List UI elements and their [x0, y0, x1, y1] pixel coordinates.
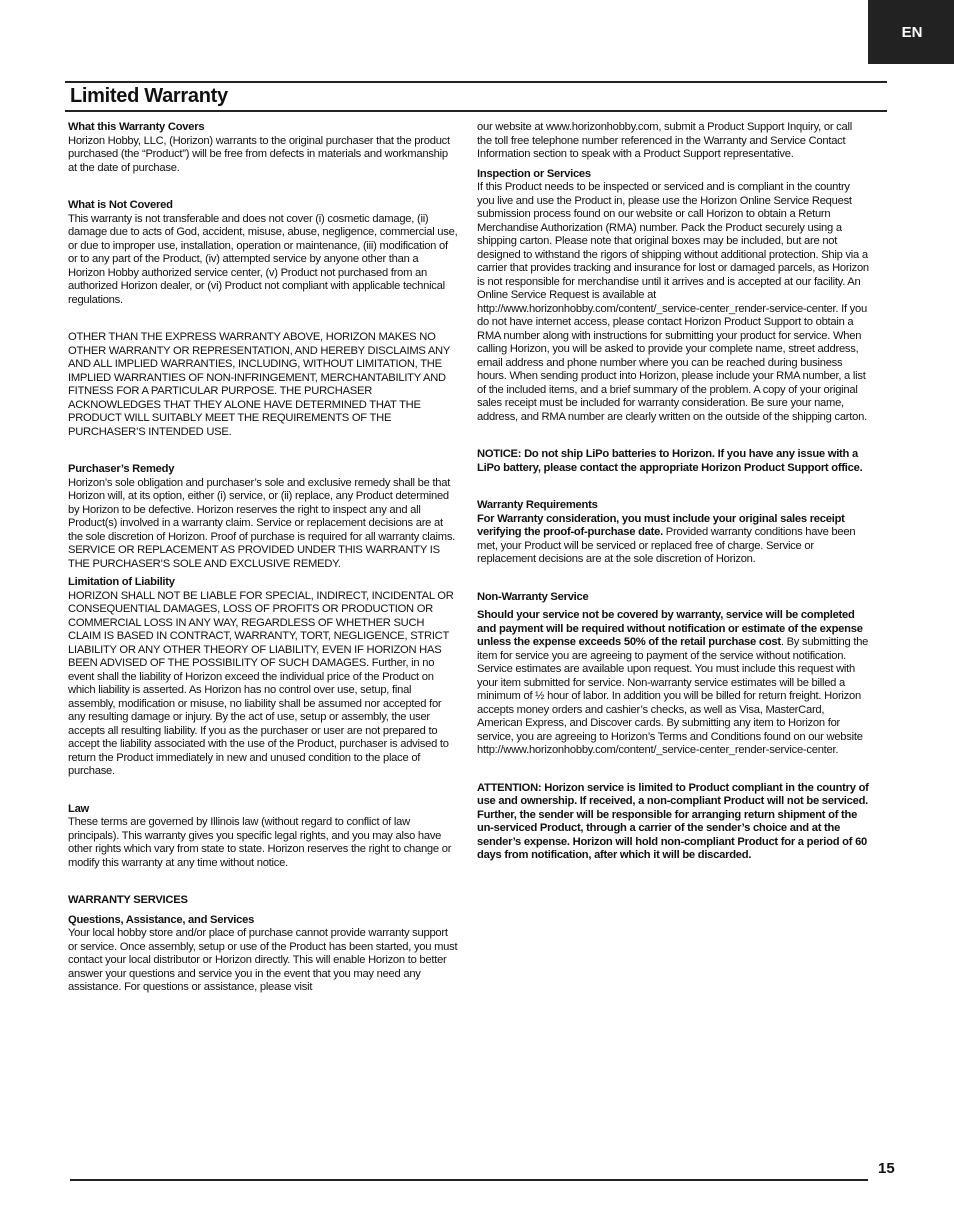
questions-text: Your local hobby store and/or place of purchase cannot provide warranty support or service. Once assembly, setup or use of the Product has been started, you must contact your local distributor or Horizon directly. This will enable Horizon to better answer your questions and service you in the event that you may need any assistance. For questions or assistance, please visit: [68, 927, 458, 993]
section-non-warranty: [477, 591, 869, 758]
notice-text: NOTICE: Do not ship LiPo batteries to Horizon. If you have any issue with a LiPo battery, please contact the appropriate Horizon Product Support office.: [477, 448, 863, 474]
section-notice: [477, 448, 869, 475]
covers-text: Horizon Hobby, LLC, (Horizon) warrants to the original purchaser that the product purchased (the “Product”) will be free from defects in materials and workmanship at the date of purchase.: [68, 134, 450, 174]
law-text: These terms are governed by Illinois law (without regard to conflict of law principals). This warranty gives you specific legal rights, and you may also have other rights which vary from state to state. Horizon reserves the right to change or modify this warranty at any time without notice.: [68, 816, 452, 869]
section-law: [68, 803, 458, 871]
footer-divider: [70, 1179, 868, 1181]
section-not-covered: [68, 199, 458, 307]
title-bar: [65, 81, 887, 112]
warranty-services-heading: WARRANTY SERVICES: [68, 894, 188, 906]
law-heading: Law: [68, 802, 90, 815]
section-warranty-services: [68, 894, 458, 908]
requirements-regular-text: Provided warranty conditions have been met, your Product will be serviced or replaced free of charge. Service or replacement decisions are at the sole discretion of Horizon.: [477, 526, 856, 565]
language-label: EN: [901, 23, 923, 41]
disclaimer-text: OTHER THAN THE EXPRESS WARRANTY ABOVE, HORIZON MAKES NO OTHER WARRANTY OR REPRESENTATION, AND HEREBY DISCLAIMS ANY AND ALL IMPLIED WARRANTIES, INCLUDING, WITHOUT LIMITATION, THE IMPLIED WARRANTIES OF NON-INFRINGEMENT, MERCHANTABILITY AND FITNESS FOR A PARTICULAR PURPOSE. THE PURCHASER ACKNOWLEDGES THAT THEY ALONE HAVE DETERMINED THAT THE PRODUCT WILL SUITABLY MEET THE REQUIREMENTS OF THE PURCHASER’S INTENDED USE.: [68, 331, 450, 438]
section-inspection: [477, 168, 869, 425]
section-remedy: [68, 463, 458, 571]
left-column: [68, 121, 458, 995]
language-tab: [868, 0, 954, 64]
not-covered-heading: What is Not Covered: [68, 199, 173, 211]
requirements-bold-text: For Warranty consideration, you must include your original sales receipt verifying the proof-of-purchase date.: [477, 512, 845, 538]
covers-heading: What this Warranty Covers: [68, 121, 205, 133]
inspection-text: If this Product needs to be inspected or serviced and is compliant in the country you live and use the Product in, please use the Horizon Online Service Request submission process found on our website or call Horizon to obtain a Return Merchandise Authorization (RMA) number. Pack the Product securely using a shipping carton. Please note that original boxes may be included, but are not designed to withstand the rigors of shipping without additional protection. Ship via a carrier that provides tracking and insurance for lost or damaged parcels, as Horizon is not responsible for merchandise until it arrives and is accepted at our facility. An Online Service Request is available at http://www.horizonhobby.com/content/_service-center_render-service-center. If you do not have internet access, please contact Horizon Product Support to obtain a RMA number along with instructions for submitting your product for service. When calling Horizon, you will be asked to provide your complete name, street address, email address and phone number where you can be reached during business hours. When sending product into Horizon, please include your RMA number, a list of the included items, and a brief summary of the problem. A copy of your original sales receipt must be included for warranty consideration. Be sure your name, address, and RMA number are clearly written on the outside of the shipping carton.: [477, 181, 869, 423]
non-warranty-regular-text: . By submitting the item for service you are agreeing to payment of the service without notification. Service estimates are available upon request. You must include this request with your item submitted for service. Non-warranty service estimates will be billed a minimum of ½ hour of labor. In addition you will be billed for return freight. Horizon accepts money orders and cashier’s checks, as well as Visa, MasterCard, American Express, and Discover cards. By submitting any item to Horizon for service, you are agreeing to Horizon’s Terms and Conditions found on our website http://www.horizonhobby.com/content/_service-center_render-service-center.: [477, 636, 869, 756]
not-covered-text: This warranty is not transferable and does not cover (i) cosmetic damage, (ii) damage due to acts of God, accident, misuse, abuse, negligence, commercial use, or due to improper use, installation, operation or maintenance, (iii) modification of or to any part of the Product, (iv) attempted service by anyone other than a Horizon Hobby authorized service center, (v) Product not purchased from an authorized Horizon dealer, or (vi) Product not compliant with applicable technical regulations.: [68, 212, 458, 306]
section-questions: [68, 914, 458, 995]
non-warranty-bold-text: Should your service not be covered by warranty, service will be completed and payment will be required without notification or estimate of the expense unless the expense exceeds 50% of the retail purchase cost: [477, 609, 863, 648]
requirements-text: [477, 513, 869, 567]
section-attention: [477, 782, 869, 863]
liability-text: HORIZON SHALL NOT BE LIABLE FOR SPECIAL, INDIRECT, INCIDENTAL OR CONSEQUENTIAL DAMAGES, LOSS OF PROFITS OR PRODUCTION OR COMMERCIAL LOSS IN ANY WAY, REGARDLESS OF WHETHER SUCH CLAIM IS BASED IN CONTRACT, WARRANTY, TORT, NEGLIGENCE, STRICT LIABILITY OR ANY OTHER THEORY OF LIABILITY, EVEN IF HORIZON HAS BEEN ADVISED OF THE POSSIBILITY OF SUCH DAMAGES. Further, in no event shall the liability of Horizon exceed the individual price of the Product on which liability is asserted. As Horizon has no control over use, setup, final assembly, modification or misuse, no liability shall be assumed nor accepted for any resulting damage or injury. By the act of use, setup or assembly, the user accepts all resulting liability. If you as the purchaser or user are not prepared to accept the liability associated with the use of the Product, purchaser is advised to return the Product immediately in new and unused condition to the place of purchase.: [68, 589, 454, 777]
page-number: 15: [878, 1160, 895, 1177]
section-questions-continued: [477, 121, 869, 162]
non-warranty-heading: Non-Warranty Service: [477, 590, 589, 603]
liability-heading: Limitation of Liability: [68, 576, 175, 588]
non-warranty-text: [477, 609, 869, 758]
remedy-text: Horizon’s sole obligation and purchaser’s sole and exclusive remedy shall be that Horizon will, at its option, either (i) service, or (ii) replace, any Product determined by Horizon to be defective. Horizon reserves the right to inspect any and all Product(s) involved in a warranty claim. Service or replacement decisions are at the sole discretion of Horizon. Proof of purchase is required for all warranty claims. SERVICE OR REPLACEMENT AS PROVIDED UNDER THIS WARRANTY IS THE PURCHASER’S SOLE AND EXCLUSIVE REMEDY.: [68, 476, 456, 570]
section-requirements: [477, 499, 869, 567]
section-liability: [68, 576, 458, 779]
requirements-heading: Warranty Requirements: [477, 499, 598, 511]
questions-continued-text: our website at www.horizonhobby.com, submit a Product Support Inquiry, or call the toll free telephone number referenced in the Warranty and Service Contact Information section to speak with a Product Support representative.: [477, 121, 852, 160]
remedy-heading: Purchaser’s Remedy: [68, 463, 175, 475]
right-column: [477, 121, 869, 863]
questions-heading: Questions, Assistance, and Services: [68, 913, 255, 926]
inspection-heading: Inspection or Services: [477, 167, 591, 180]
section-disclaimer: [68, 331, 458, 439]
page-title: Limited Warranty: [70, 85, 228, 107]
attention-text: ATTENTION: Horizon service is limited to Product compliant in the country of use and ownership. If received, a non-compliant Product will not be serviced. Further, the sender will be responsible for arranging return shipment of the un-serviced Product, through a carrier of the sender’s choice and at the sender’s expense. Horizon will hold non-compliant Product for a period of 60 days from notification, after which it will be discarded.: [477, 781, 869, 861]
section-covers: [68, 121, 458, 175]
